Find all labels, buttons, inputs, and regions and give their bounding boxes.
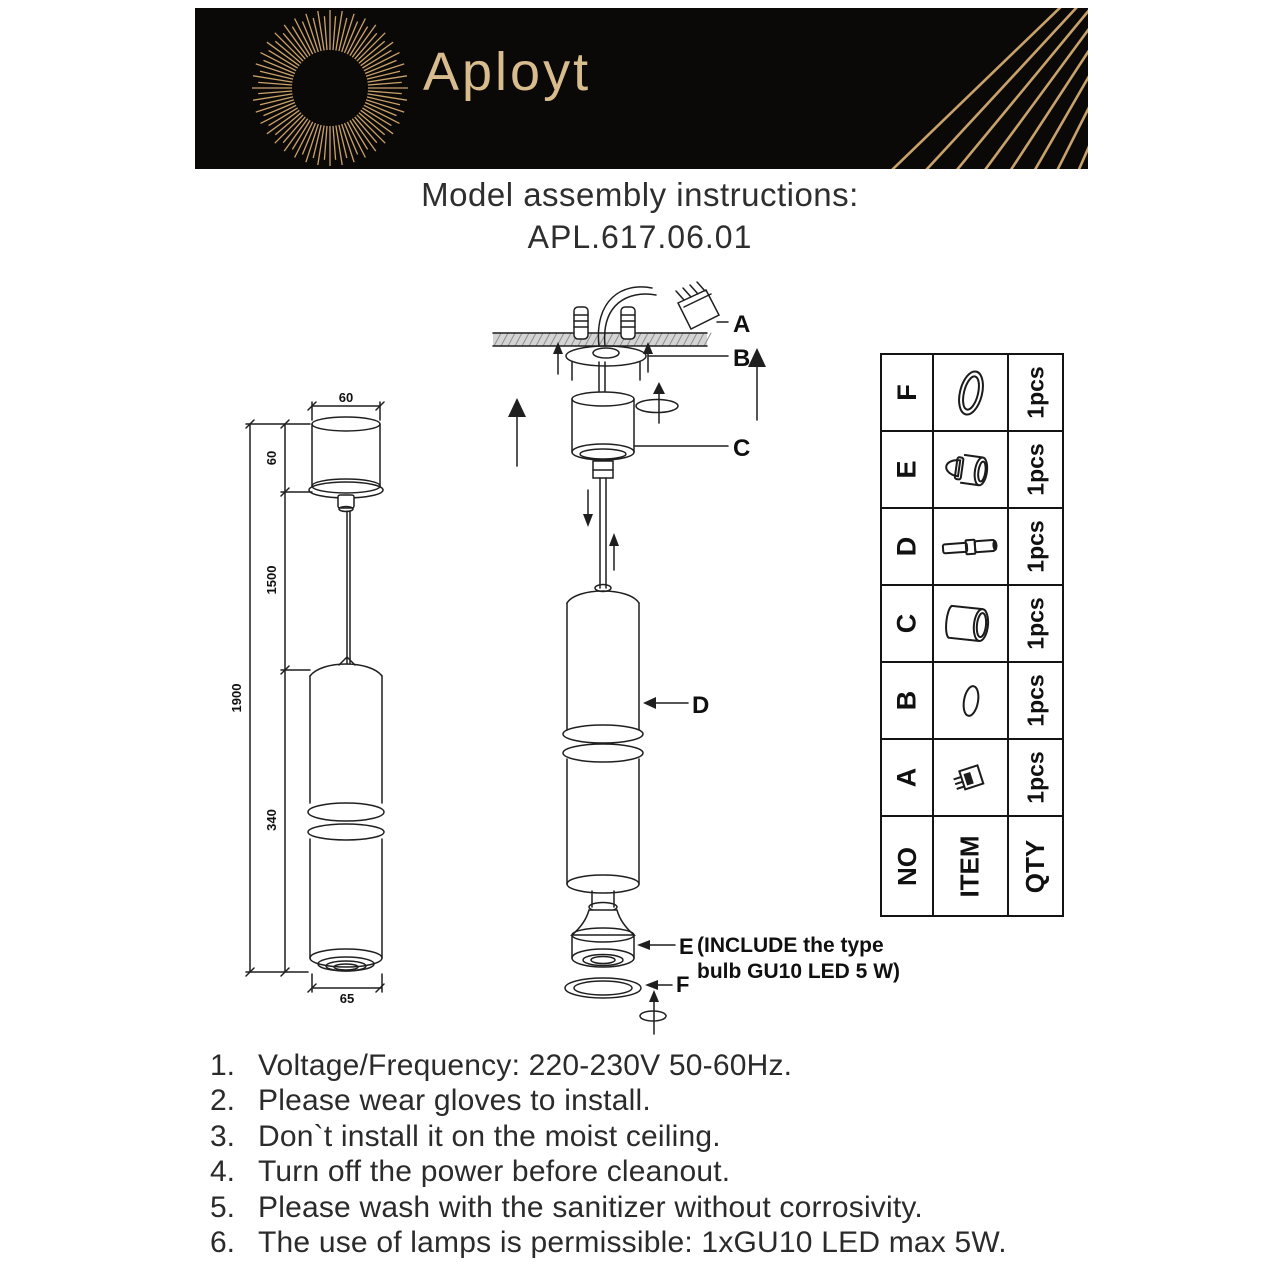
part-no: D	[891, 536, 922, 557]
table-row	[881, 662, 1063, 739]
exploded-view	[493, 282, 900, 1034]
wire-connector-icon	[936, 743, 1006, 813]
title-block	[0, 176, 1280, 256]
instruction-number: 5.	[210, 1190, 236, 1224]
instructions-list	[210, 1048, 1050, 1260]
instruction-text: Don`t install it on the moist ceiling.	[258, 1119, 721, 1153]
instruction-item	[210, 1154, 1050, 1189]
part-label-b: B	[733, 345, 751, 372]
part-label-d: D	[692, 692, 710, 719]
part-no: A	[891, 767, 922, 788]
instruction-number: 1.	[210, 1049, 236, 1082]
up-arrow-icon	[553, 342, 563, 374]
model-number: APL.617.06.01	[527, 219, 753, 255]
header-item: ITEM	[954, 834, 985, 898]
dim-body-diameter: 65	[339, 991, 355, 1006]
part-no: C	[891, 613, 922, 634]
leader-d	[643, 697, 688, 709]
up-arrow-icon	[508, 398, 526, 466]
up-arrow-icon	[748, 348, 766, 420]
mounting-ring-icon	[936, 666, 1006, 736]
instruction-text: Please wear gloves to install.	[258, 1084, 651, 1118]
part-qty: 1pcs	[1022, 674, 1049, 727]
instruction-text: Turn off the power before cleanout.	[258, 1155, 731, 1189]
canopy-cup	[572, 392, 634, 478]
dim-canopy-height: 60	[264, 450, 279, 466]
part-qty: 1pcs	[1022, 366, 1049, 419]
rotate-arrow-icon	[640, 990, 666, 1034]
assembly-diagram	[200, 272, 940, 1054]
table-row	[881, 354, 1063, 431]
part-label-f: F	[676, 972, 690, 997]
part-no: B	[891, 690, 922, 711]
brand-wordmark: Aployt	[423, 42, 592, 102]
table-row	[881, 508, 1063, 585]
trim-ring-icon	[936, 358, 1006, 428]
up-arrow-icon	[609, 533, 619, 570]
down-arrow-icon	[583, 490, 593, 527]
brand-banner	[195, 8, 1088, 169]
gu10-bulb	[572, 910, 634, 967]
trim-ring	[565, 978, 641, 998]
lamp-body	[563, 585, 643, 912]
canopy-cup-icon	[936, 589, 1006, 659]
instruction-text: Voltage/Frequency: 220-230V 50-60Hz.	[258, 1049, 793, 1082]
table-row	[881, 431, 1063, 508]
part-label-a: A	[733, 311, 751, 338]
part-no: E	[891, 460, 922, 479]
part-no: F	[891, 384, 922, 401]
dim-overall-height: 1900	[229, 683, 244, 713]
instruction-number: 6.	[210, 1226, 236, 1260]
leader-f	[645, 980, 672, 990]
header-no: NO	[891, 846, 922, 886]
part-qty: 1pcs	[1022, 597, 1049, 650]
dimension-drawing	[229, 390, 384, 1006]
corner-rays-icon	[568, 8, 1088, 169]
banner-art	[195, 8, 1088, 169]
instruction-number: 2.	[210, 1084, 236, 1118]
instruction-number: 3.	[210, 1119, 236, 1153]
leader-e	[637, 940, 675, 950]
parts-table	[880, 353, 1064, 917]
dim-body-height: 340	[264, 809, 279, 831]
part-label-e: E	[679, 934, 694, 959]
wire-connector	[676, 282, 719, 329]
instruction-text: The use of lamps is permissible: 1xGU10 LED max 5W.	[258, 1226, 1007, 1260]
instruction-item	[210, 1225, 1050, 1260]
bulb-note-line2: bulb GU10 LED 5 W)	[697, 960, 901, 983]
instruction-item	[210, 1190, 1050, 1225]
sunburst-logo-icon	[252, 10, 408, 166]
table-row	[881, 585, 1063, 662]
rotate-arrow-icon	[636, 382, 678, 423]
page-title: Model assembly instructions:	[421, 176, 859, 213]
part-label-c: C	[733, 435, 751, 462]
bulb-note-line1: (INCLUDE the type	[697, 934, 884, 957]
table-header-row	[881, 816, 1063, 916]
instruction-item	[210, 1083, 1050, 1118]
dim-canopy-width: 60	[338, 390, 354, 405]
gu10-bulb-icon	[936, 435, 1006, 505]
header-qty: QTY	[1020, 839, 1051, 893]
suspension-rod	[600, 478, 606, 588]
table-row	[881, 739, 1063, 816]
dim-suspension-length: 1500	[264, 565, 279, 595]
instruction-item	[210, 1119, 1050, 1154]
part-qty: 1pcs	[1022, 751, 1049, 804]
mounting-ring	[566, 346, 646, 394]
instruction-number: 4.	[210, 1155, 236, 1189]
part-qty: 1pcs	[1022, 520, 1049, 573]
instruction-text: Please wash with the sanitizer without corrosivity.	[258, 1190, 923, 1224]
part-qty: 1pcs	[1022, 443, 1049, 496]
instruction-item	[210, 1048, 1050, 1083]
connector-rod-icon	[936, 512, 1006, 582]
